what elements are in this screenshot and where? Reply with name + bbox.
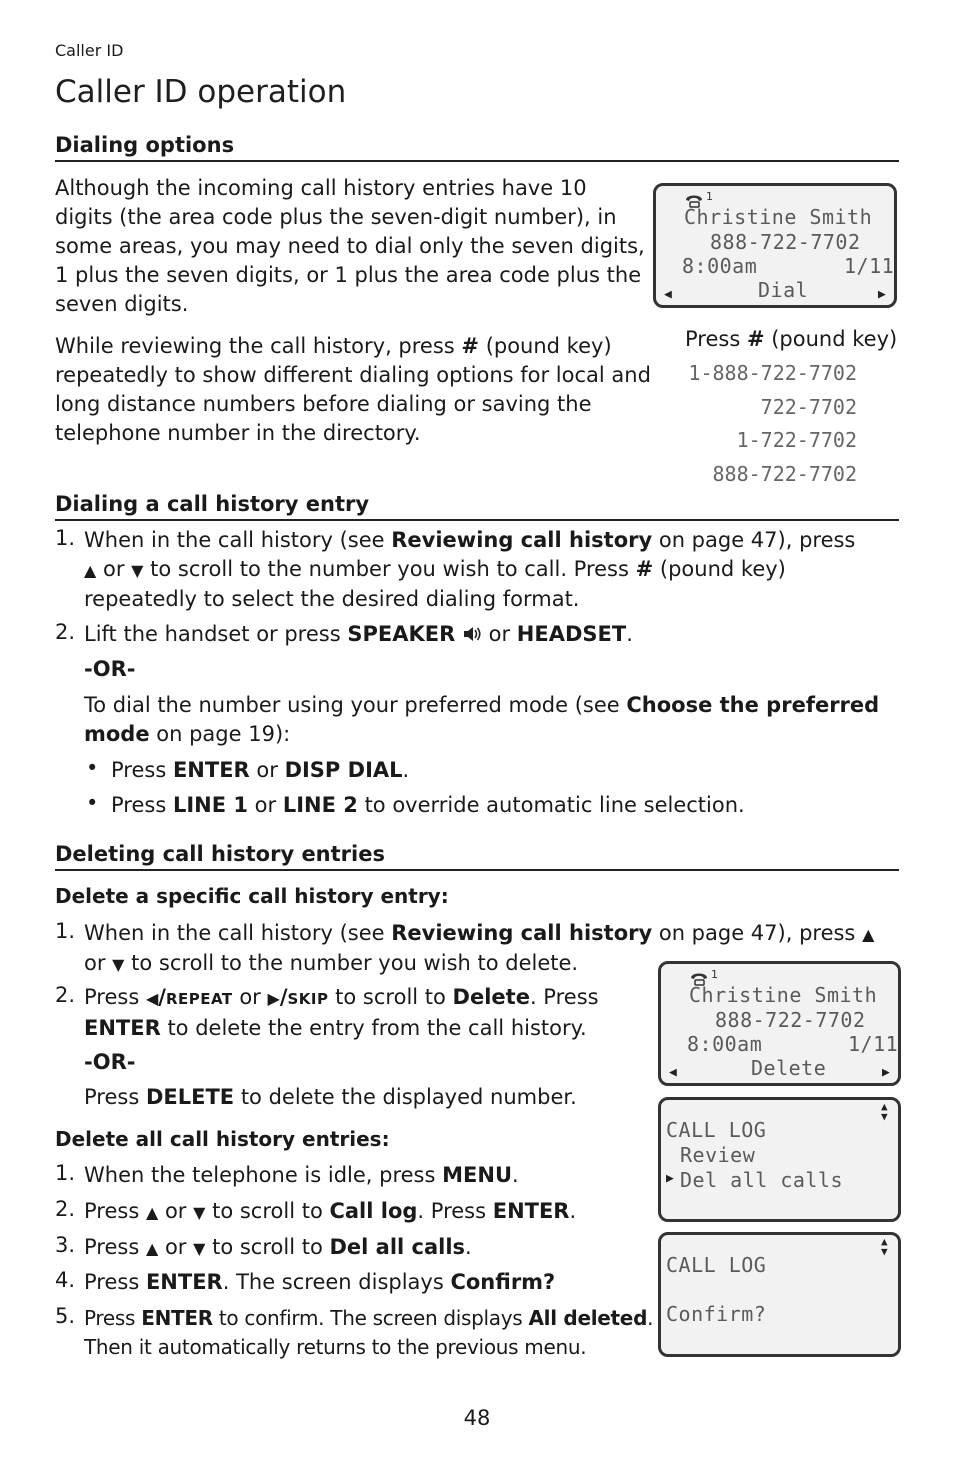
- delete-step-2-alternative: Press DELETE to delete the displayed number.: [84, 1085, 577, 1109]
- handset-screen-delete: [658, 961, 901, 1086]
- section-heading-dialing-entry: Dialing a call history entry: [55, 492, 899, 521]
- page-title: Caller ID operation: [55, 74, 347, 110]
- down-arrow-icon: ▼: [193, 1239, 206, 1258]
- screen-call-time: 8:00am: [687, 1032, 763, 1056]
- left-arrow-icon: ◀: [664, 287, 672, 302]
- screen-caller-number: 888-722-7702: [710, 230, 861, 254]
- up-arrow-icon: ▲: [145, 1239, 159, 1258]
- up-arrow-icon: ▲: [84, 561, 97, 580]
- step-number: 3.: [55, 1233, 76, 1257]
- screen-menu-title: CALL LOG: [666, 1253, 767, 1277]
- or-label: -OR-: [84, 1050, 136, 1074]
- screen-caller-name: Christine Smith: [684, 205, 873, 229]
- delete-step-2: Press ◀/REPEAT or ▶/SKIP to scroll to Delete. Press ENTER to delete the entry from the call history.: [84, 985, 599, 1040]
- dialing-step-1: When in the call history (see Reviewing call history on page 47), press ▲ or ▼ to scroll to the number you wish to call. Press # (pound key) repeatedly to select the desired dialing format.: [84, 528, 856, 611]
- section-heading-dialing-options: Dialing options: [55, 133, 899, 162]
- bullet-icon: •: [86, 791, 99, 815]
- step-number: 2.: [55, 983, 76, 1007]
- step-number: 2.: [55, 620, 76, 644]
- delete-all-step-4: Press ENTER. The screen displays Confirm?: [84, 1270, 556, 1294]
- delete-all-step-3: Press ▲ or ▼ to scroll to Del all calls.: [84, 1235, 472, 1259]
- screen-menu-option-delete-all: Del all calls: [680, 1168, 844, 1192]
- or-label: -OR-: [84, 657, 136, 681]
- speaker-icon: [462, 625, 482, 643]
- right-arrow-icon: ▶: [882, 1065, 890, 1080]
- left-arrow-icon: ◀: [145, 989, 159, 1008]
- delete-step-1: When in the call history (see Reviewing call history on page 47), press ▲ or ▼ to scroll to the number you wish to delete.: [84, 921, 875, 975]
- step-number: 1.: [55, 1161, 76, 1185]
- bullet-item-enter: Press ENTER or DISP DIAL.: [111, 758, 410, 782]
- dial-format-2: 722-7702: [760, 395, 857, 419]
- step-number: 5.: [55, 1304, 76, 1328]
- up-arrow-icon: ▲: [145, 1203, 159, 1222]
- screen-menu-option-review: Review: [680, 1143, 756, 1167]
- screen-call-counter: 1/11: [844, 254, 895, 278]
- dialing-options-paragraph-2: While reviewing the call history, press # (pound key) repeatedly to show different dialing options for local and long distance numbers before dialing or saving the telephone number in the directory.: [55, 334, 651, 445]
- preferred-mode-paragraph: To dial the number using your preferred mode (see Choose the preferred mode on page 19):: [84, 693, 880, 746]
- screen-call-time: 8:00am: [682, 254, 758, 278]
- scroll-up-down-icon: ▲ ▼: [881, 1100, 888, 1123]
- down-arrow-icon: ▼: [112, 955, 125, 974]
- page-number: 48: [463, 1406, 491, 1430]
- screen-caller-number: 888-722-7702: [715, 1008, 866, 1032]
- scroll-up-down-icon: ▲ ▼: [881, 1235, 888, 1258]
- handset-screen-call-log-menu: [658, 1097, 901, 1222]
- delete-all-step-5: Press ENTER to confirm. The screen displays All deleted. Then it automatically returns to the previous menu.: [84, 1306, 654, 1359]
- step-number: 1.: [55, 526, 76, 550]
- handset-screen-confirm: [658, 1232, 901, 1357]
- dial-format-4: 888-722-7702: [712, 462, 857, 486]
- dialing-options-paragraph-1: Although the incoming call history entries have 10 digits (the area code plus the seven-digit number), in some areas, you may need to dial only the seven digits, 1 plus the seven digits, or 1 plus the area code plus the seven digits.: [55, 176, 645, 316]
- step-number: 2.: [55, 1197, 76, 1221]
- bullet-icon: •: [86, 756, 99, 780]
- screen-softkey: Delete: [751, 1056, 827, 1080]
- screen-confirm-prompt: Confirm?: [666, 1302, 767, 1326]
- down-arrow-icon: ▼: [131, 561, 144, 580]
- up-arrow-icon: ▲: [862, 925, 875, 944]
- step-number: 1.: [55, 919, 76, 943]
- screen-call-counter: 1/11: [848, 1032, 899, 1056]
- delete-all-step-1: When the telephone is idle, press MENU.: [84, 1163, 519, 1187]
- left-arrow-icon: ◀: [669, 1065, 677, 1080]
- line-badge: 1: [711, 968, 718, 981]
- line-badge: 1: [706, 190, 713, 203]
- breadcrumb: Caller ID: [55, 41, 124, 60]
- subheading-delete-specific: Delete a specific call history entry:: [55, 884, 449, 908]
- dial-format-3: 1-722-7702: [736, 428, 857, 452]
- screen-menu-title: CALL LOG: [666, 1118, 767, 1142]
- subheading-delete-all: Delete all call history entries:: [55, 1127, 390, 1151]
- handset-screen-dial: [653, 183, 897, 308]
- selection-cursor-icon: ▶: [666, 1171, 674, 1186]
- section-heading-deleting: Deleting call history entries: [55, 842, 899, 871]
- bullet-item-line: Press LINE 1 or LINE 2 to override automatic line selection.: [111, 793, 745, 817]
- dial-format-1: 1-888-722-7702: [688, 361, 857, 385]
- press-pound-caption: Press # (pound key): [685, 327, 898, 351]
- right-arrow-icon: ▶: [267, 989, 280, 1008]
- delete-all-step-2: Press ▲ or ▼ to scroll to Call log. Press ENTER.: [84, 1199, 577, 1223]
- down-arrow-icon: ▼: [193, 1203, 206, 1222]
- right-arrow-icon: ▶: [878, 287, 886, 302]
- dialing-step-2: Lift the handset or press SPEAKER or HEADSET.: [84, 622, 633, 646]
- step-number: 4.: [55, 1268, 76, 1292]
- screen-caller-name: Christine Smith: [689, 983, 878, 1007]
- screen-softkey: Dial: [758, 278, 809, 302]
